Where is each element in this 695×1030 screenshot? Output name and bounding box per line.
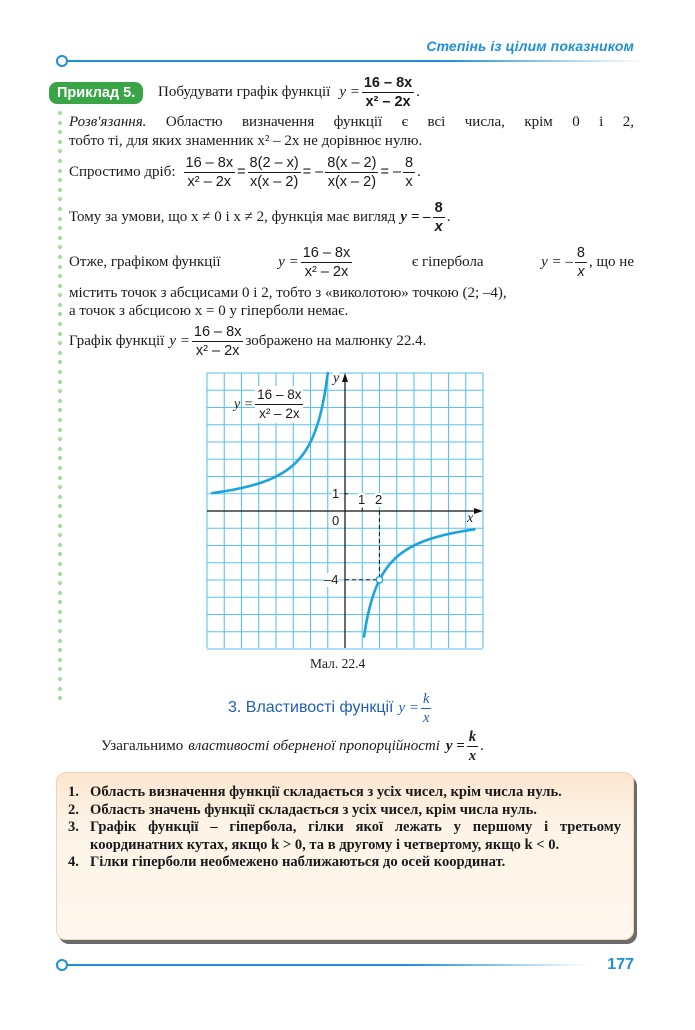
simplify-frac-4: $\frac{8}{x}$ — [405, 154, 414, 190]
example-task — [158, 72, 420, 112]
y-axis-label: y — [333, 371, 340, 386]
task-period: . — [416, 84, 420, 100]
page-number: 177 — [607, 956, 634, 973]
tick-label-y-1: 1 — [332, 486, 340, 501]
y-axis-arrow — [342, 373, 348, 382]
therefore-row: Отже, графіком функції y = $\frac{16 - 8x}{\text{x² – 2x}}$ є гіпербола y = – $\frac{8}{x}$ , що не — [69, 244, 634, 280]
task-frac-den: x² – 2x — [365, 93, 411, 110]
simplify-row: Спростимо дріб: $\frac{16 - 8x}{\text{x² – 2x}}$ = $\frac{8(2 - x)}{x(x - 2)}$ = – $\frac{8(x - 2)}{x(x - 2)}$ = – $\frac{8}{x}$ . — [69, 154, 421, 190]
section-intro: Узагальнимо властивості оберненої пропорційності y = $\frac{k}{x}$ . — [101, 728, 484, 764]
properties-list — [68, 784, 621, 872]
condition-row: Тому за умови, що x ≠ 0 і x ≠ 2, функція має вигляд y = – $\frac{8}{x}$ . — [69, 199, 451, 235]
condition-frac: $\frac{8}{x}$ — [434, 199, 443, 235]
task-y-eq: y = — [339, 84, 360, 100]
solution-label: Розв'язання. — [69, 114, 147, 130]
no-zero-line: а точок з абсцисою x = 0 у гіперболи немає. — [69, 303, 349, 319]
solution-line-1 — [69, 112, 634, 132]
excluded-point — [376, 577, 382, 583]
running-title: Степінь із цілим показником — [426, 38, 634, 54]
graph-formula-label: y = $\frac{16 - 8x}{\text{x² – 2x}}$ — [234, 387, 302, 421]
therefore-frac-2: $\frac{8}{x}$ — [576, 244, 585, 280]
task-fraction — [362, 74, 414, 111]
therefore-frac: $\frac{16 - 8x}{\text{x² – 2x}}$ — [302, 244, 351, 280]
property-item: 1. Область визначення функції складається з усіх чисел, крім числа нуль. — [68, 784, 562, 800]
example-badge: Приклад 5. — [49, 82, 143, 104]
points-line: містить точок з абсцисами 0 і 2, тобто з «виколотою» точкою (2; –4), — [69, 285, 507, 301]
graph-ref-frac: $\frac{16 - 8x}{\text{x² – 2x}}$ — [193, 323, 242, 359]
property-item: 2. Область значень функції складається з усіх чисел, крім числа нуль. — [68, 801, 537, 818]
figure-caption: Мал. 22.4 — [310, 656, 366, 671]
margin-dots — [58, 111, 62, 706]
origin-label: 0 — [332, 513, 340, 528]
solution-line-2: тобто ті, для яких знаменник x² – 2x не дорівнює нулю. — [69, 133, 423, 149]
simplify-frac-3: $\frac{8(x - 2)}{x(x - 2)}$ — [327, 154, 377, 190]
simplify-frac-1: $\frac{16 - 8x}{\text{x² – 2x}}$ — [185, 154, 234, 190]
tick-label-x-1: 1 — [358, 492, 366, 507]
property-item: 3. Графік функції – гіпербола, гілки якої лежать у першому і третьому координатних кутах, якщо k > 0, та в другому і четвертому, якщо k < 0. — [68, 819, 621, 853]
x-axis-label: x — [467, 511, 474, 526]
footer-rule — [66, 964, 591, 966]
x-axis-arrow — [474, 508, 483, 514]
tick-label-x-2: 2 — [375, 492, 383, 507]
graph-ref-row: Графік функції y = $\frac{16 - 8x}{\text{x² – 2x}}$ зображено на малюнку 22.4. — [69, 323, 427, 359]
simplify-frac-2: $\frac{8(2 - x)}{x(x - 2)}$ — [249, 154, 299, 190]
task-text: Побудувати графік функції — [158, 84, 331, 100]
solution-text-1: Областю визначення функції є всі числа, крім 0 і 2, — [165, 114, 634, 130]
simplify-label: Спростимо дріб: — [69, 164, 176, 180]
property-item: 4. Гілки гіперболи необмежено наближаються до осей координат. — [68, 854, 506, 870]
task-frac-num: 16 – 8x — [363, 74, 413, 91]
header-rule — [66, 60, 644, 62]
tick-label-y-minus-4: –4 — [324, 572, 339, 587]
section-title: 3. Властивості функції y = $\frac{k}{x}$ — [228, 690, 430, 726]
